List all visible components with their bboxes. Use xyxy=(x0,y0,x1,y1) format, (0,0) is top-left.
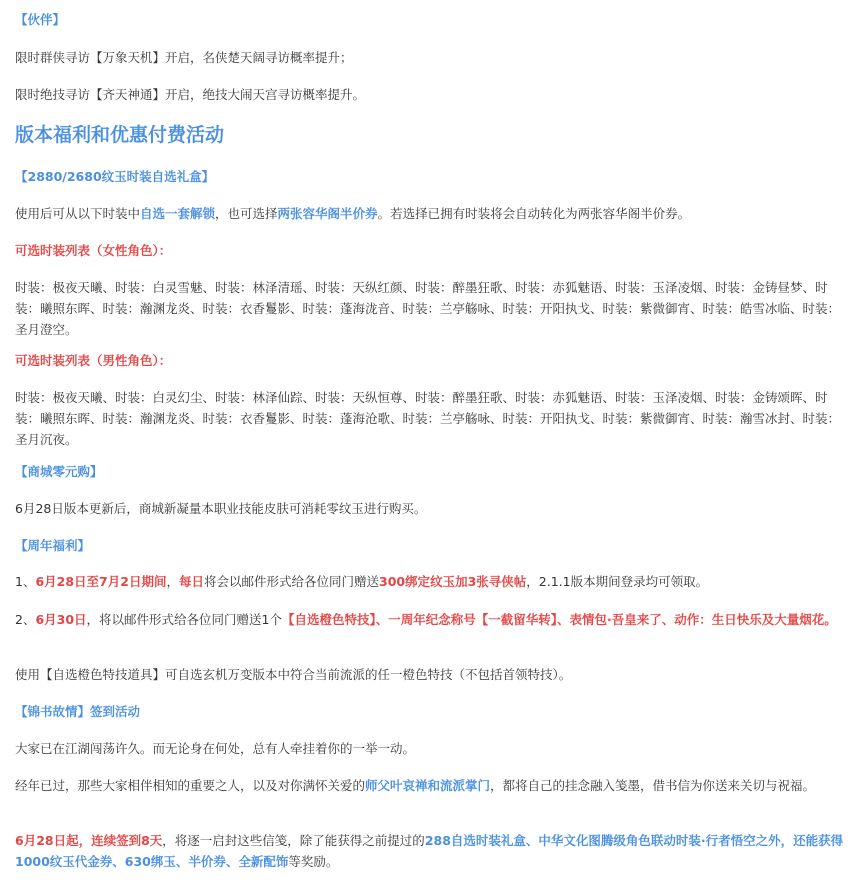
letters-p2-text-1: 经年已过，那些大家相伴相知的重要之人，以及对你满怀关爱的 xyxy=(15,778,366,793)
usage-text-3: 。若选择已拥有时装将会自动转化为两张容华阁半价券。 xyxy=(377,206,691,221)
anniversary-heading: 【周年福利】 xyxy=(15,538,91,553)
letters-p3-text-1: ，将逐一启封这些信笺，除了能获得之前提过的 xyxy=(162,833,425,848)
usage-highlight-2: 两张容华阁半价券 xyxy=(277,206,378,221)
item1-tail: ，2.1.1版本期间登录均可领取。 xyxy=(526,574,709,589)
letters-heading-rest: 签到活动 xyxy=(90,704,141,719)
mall-text: 6月28日版本更新后，商城新凝量本职业技能皮肤可消耗零纹玉进行购买。 xyxy=(15,501,427,516)
letters-p2-text-2: ，都将自己的挂念融入笺墨，借书信为你送来关切与祝福。 xyxy=(490,778,816,793)
letters-heading xyxy=(15,701,847,722)
item1-text: 将会以邮件形式给各位同门赠送 xyxy=(203,574,379,589)
letters-para-3 xyxy=(15,830,847,872)
male-list-heading: 可选时装列表（男性角色）： xyxy=(15,353,172,368)
partners-line-2: 限时绝技寻访【齐天神通】开启，绝技大闹天宫寻访概率提升。 xyxy=(15,87,366,102)
item2-reward: 【自选橙色特技】、一周年纪念称号【一截留华转】、表情包·吾皇来了、动作：生日快乐及大量烟花。 xyxy=(282,612,837,627)
male-list: 时装：极夜天曦、时装：白灵幻尘、时装：林泽仙踪、时装：天纵恒尊、时装：醉墨狂歌、时装：赤狐魅语、时装：玉泽凌烟、时装：金铸颂晖、时装：曦照东晖、时装：瀚渊龙炎、时装：衣香鬘影、时装：蓬海沧歌、时装：兰亭觞咏、时装：开阳执戈、时装：紫微御宵、时装：瀚雪冰封、时装：圣月沉夜。 xyxy=(15,390,841,447)
partners-heading: 【伙伴】 xyxy=(15,12,66,27)
female-list-heading: 可选时装列表（女性角色）： xyxy=(15,243,172,258)
mall-heading: 【商城零元购】 xyxy=(15,464,103,479)
letters-p3-text-2: 等奖励。 xyxy=(288,854,339,869)
letters-p3-date: 6月28日起，连续签到8天 xyxy=(15,833,163,848)
anniversary-item-1 xyxy=(15,571,847,592)
item1-num: 1、 xyxy=(15,574,36,589)
item1-daily: 每日 xyxy=(178,574,204,589)
item2-date: 6月30日 xyxy=(35,612,87,627)
item1-date: 6月28日至7月2日期间 xyxy=(35,574,167,589)
usage-text-2: ，也可选择 xyxy=(215,206,278,221)
box-heading: 【2880/2680纹玉时装自选礼盒】 xyxy=(15,169,215,184)
item1-comma: ， xyxy=(166,574,179,589)
item1-reward: 300绑定纹玉加3张寻侠帖 xyxy=(379,574,527,589)
anniversary-note: 使用【自选橙色特技道具】可自选玄机万变版本中符合当前流派的任一橙色特技（不包括首领特技）。 xyxy=(15,667,572,682)
box-usage xyxy=(15,203,847,224)
partners-line-1: 限时群侠寻访【万象天机】开启，名侠楚天阔寻访概率提升； xyxy=(15,50,353,65)
letters-para-1: 大家已在江湖闯荡许久。而无论身在何处，总有人牵挂着你的一举一动。 xyxy=(15,741,416,756)
item2-num: 2、 xyxy=(15,612,36,627)
usage-highlight-1: 自选一套解锁 xyxy=(140,206,216,221)
usage-text-1: 使用后可从以下时装中 xyxy=(15,206,141,221)
anniversary-item-2 xyxy=(15,609,847,630)
letters-para-2 xyxy=(15,775,847,796)
letters-heading-bracket: 【锦书故情】 xyxy=(15,704,91,719)
benefits-title: 版本福利和优惠付费活动 xyxy=(15,124,225,146)
item2-text: ，将以邮件形式给各位同门赠送1个 xyxy=(86,612,283,627)
female-list: 时装：极夜天曦、时装：白灵雪魅、时装：林泽清瑶、时装：天纵红颜、时装：醉墨狂歌、时装：赤狐魅语、时装：玉泽凌烟、时装：金铸昼梦、时装：曦照东晖、时装：瀚渊龙炎、时装：衣香鬘影、时装：蓬海泷音、时装：兰亭觞咏、时装：开阳执戈、时装：紫微御宵、时装：皓雪冰临、时装：圣月澄空。 xyxy=(15,280,841,337)
letters-p3-rewards: 288自选时装礼盒、中华文化图腾级角色联动时装·行者悟空之外，还能获得1000纹玉代金券、630绑玉、半价券、全新配饰 xyxy=(15,833,844,869)
letters-p2-highlight: 师父叶哀禅和流派掌门 xyxy=(365,778,491,793)
